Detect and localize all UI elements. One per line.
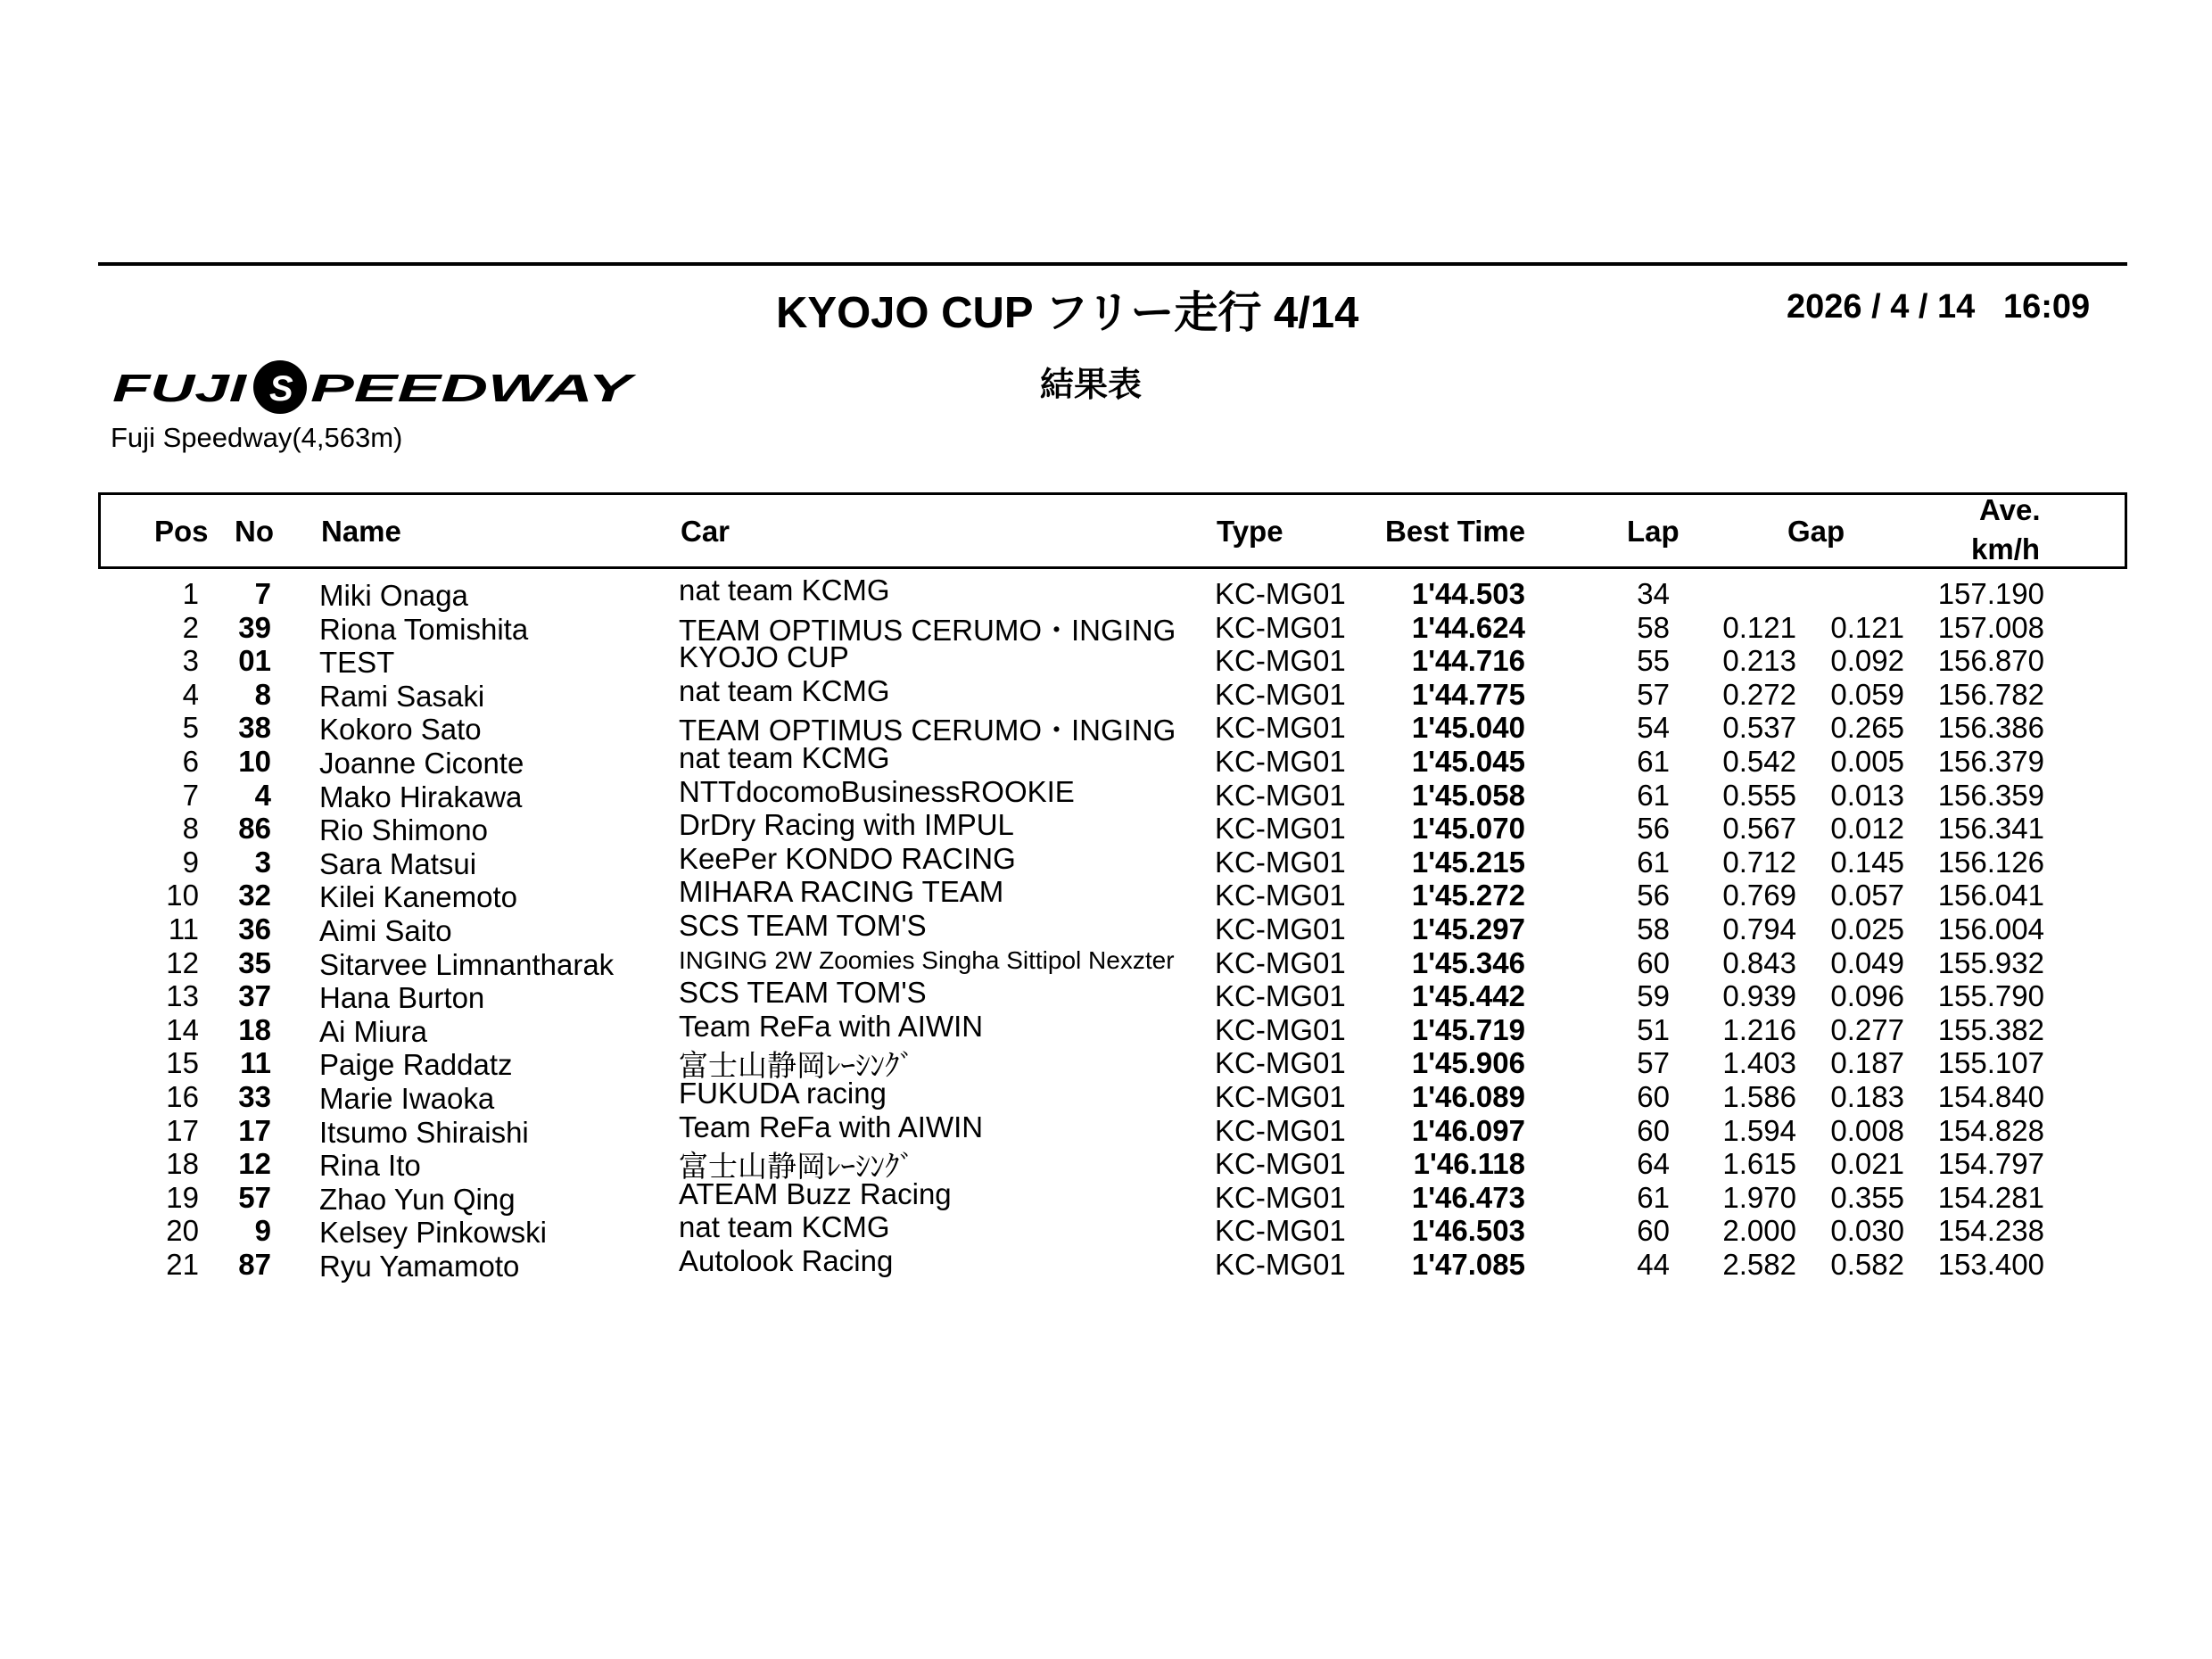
row-lap: 58 (1637, 912, 1670, 945)
row-gap-prev: 0.121 (1830, 610, 1904, 644)
row-best-time: 1'46.118 (1413, 1147, 1525, 1181)
row-no: 4 (254, 778, 271, 812)
table-row (0, 673, 2212, 713)
row-pos: 10 (166, 879, 199, 912)
svg-text:PEEDWAY: PEEDWAY (310, 367, 638, 410)
row-best-time: 1'45.346 (1411, 945, 1525, 979)
row-gap-leader: 0.567 (1722, 812, 1796, 846)
row-gap-prev: 0.059 (1830, 677, 1904, 711)
row-gap-prev: 0.277 (1830, 1012, 1904, 1046)
row-pos: 6 (182, 744, 199, 778)
row-best-time: 1'46.503 (1411, 1214, 1525, 1248)
row-gap-leader: 0.213 (1722, 644, 1796, 678)
row-type: KC-MG01 (1215, 1147, 1346, 1181)
row-gap-prev: 0.265 (1830, 711, 1904, 745)
row-ave-speed: 155.790 (1937, 979, 2044, 1013)
row-type: KC-MG01 (1215, 812, 1346, 846)
svg-text:FUJI: FUJI (112, 367, 248, 410)
row-name: Marie Iwaoka (319, 1081, 495, 1115)
row-pos: 18 (166, 1147, 199, 1181)
row-lap: 56 (1637, 879, 1670, 912)
page-title: KYOJO CUP フリー走行 4/14 (776, 289, 1359, 337)
table-row (0, 709, 2212, 747)
table-row (0, 908, 2212, 947)
row-gap-prev: 0.012 (1830, 812, 1904, 846)
col-best-time: Best Time (1385, 515, 1526, 548)
page-subtitle: 結果表 (1040, 367, 1143, 404)
row-name: TEST (319, 646, 395, 680)
row-name: Zhao Yun Qing (319, 1182, 516, 1216)
row-lap: 61 (1637, 1180, 1670, 1214)
row-lap: 61 (1637, 744, 1670, 778)
row-best-time: 1'45.045 (1411, 744, 1525, 778)
row-car: DrDry Racing with IMPUL (679, 808, 1014, 842)
row-best-time: 1'44.716 (1411, 644, 1525, 678)
row-gap-leader: 0.939 (1722, 979, 1796, 1013)
row-pos: 11 (168, 912, 199, 945)
table-row (0, 640, 2212, 680)
row-ave-speed: 156.386 (1937, 711, 2044, 745)
row-gap-leader: 1.970 (1722, 1180, 1796, 1214)
svg-text:S: S (269, 369, 293, 409)
row-lap: 60 (1637, 945, 1670, 979)
table-row (0, 1210, 2212, 1250)
row-gap-leader: 0.794 (1722, 912, 1796, 945)
row-best-time: 1'44.775 (1411, 677, 1525, 711)
row-car: SCS TEAM TOM'S (679, 908, 927, 942)
row-type: KC-MG01 (1215, 744, 1346, 778)
row-name: Hana Burton (319, 981, 485, 1015)
row-pos: 7 (182, 778, 199, 812)
table-row (0, 841, 2212, 880)
row-gap-prev: 0.021 (1830, 1147, 1904, 1181)
row-gap-leader: 0.121 (1722, 610, 1796, 644)
row-ave-speed: 156.782 (1937, 677, 2044, 711)
row-pos: 3 (182, 644, 199, 678)
row-no: 86 (238, 812, 271, 846)
table-row (0, 808, 2212, 847)
col-no: No (235, 515, 274, 548)
table-row (0, 945, 2212, 981)
row-no: 38 (238, 711, 271, 745)
row-pos: 4 (182, 677, 199, 711)
row-type: KC-MG01 (1215, 979, 1346, 1013)
row-pos: 9 (182, 845, 199, 879)
row-gap-prev: 0.025 (1830, 912, 1904, 945)
row-lap: 64 (1637, 1147, 1670, 1181)
row-name: Itsumo Shiraishi (319, 1115, 529, 1149)
row-ave-speed: 156.379 (1937, 744, 2044, 778)
row-pos: 19 (166, 1180, 199, 1214)
row-pos: 14 (166, 1012, 199, 1046)
row-ave-speed: 156.341 (1937, 812, 2044, 846)
row-no: 33 (238, 1079, 271, 1113)
row-pos: 5 (182, 711, 199, 745)
table-row (0, 875, 2212, 914)
table-row (0, 774, 2212, 813)
row-ave-speed: 154.281 (1937, 1180, 2044, 1214)
col-lap: Lap (1627, 515, 1680, 548)
row-type: KC-MG01 (1215, 1113, 1346, 1147)
results-table (0, 574, 2212, 1283)
row-no: 8 (254, 677, 271, 711)
row-name: Miki Onaga (319, 579, 468, 612)
row-ave-speed: 156.004 (1937, 912, 2044, 945)
row-pos: 12 (166, 945, 199, 979)
table-row (0, 1243, 2212, 1283)
col-ave: Ave. (1979, 493, 2041, 526)
row-car: TEAM OPTIMUS CERUMO・INGING (679, 714, 1176, 747)
row-car: TEAM OPTIMUS CERUMO・INGING (679, 613, 1176, 647)
row-gap-leader: 1.615 (1722, 1147, 1796, 1181)
row-car: nat team KCMG (679, 574, 890, 607)
row-ave-speed: 156.870 (1937, 644, 2044, 678)
row-car: nat team KCMG (679, 673, 890, 707)
row-best-time: 1'45.297 (1411, 912, 1525, 945)
row-pos: 13 (166, 979, 199, 1013)
row-type: KC-MG01 (1215, 945, 1346, 979)
top-rule (98, 262, 2127, 266)
row-lap: 57 (1637, 677, 1670, 711)
row-pos: 15 (166, 1046, 199, 1080)
row-no: 57 (238, 1180, 271, 1214)
row-car: KYOJO CUP (679, 640, 849, 674)
row-gap-leader: 2.582 (1722, 1247, 1796, 1281)
row-name: Kokoro Sato (319, 713, 482, 747)
row-best-time: 1'45.058 (1411, 778, 1525, 812)
row-pos: 8 (182, 812, 199, 846)
row-gap-leader: 0.769 (1722, 879, 1796, 912)
row-pos: 21 (166, 1247, 199, 1281)
row-ave-speed: 154.797 (1937, 1147, 2044, 1181)
row-name: Rina Ito (319, 1149, 421, 1183)
row-gap-leader: 0.542 (1722, 744, 1796, 778)
row-best-time: 1'45.040 (1411, 711, 1525, 745)
table-row (0, 1176, 2212, 1216)
row-name: Ryu Yamamoto (319, 1249, 520, 1283)
row-no: 11 (240, 1046, 271, 1080)
row-no: 7 (254, 577, 271, 610)
col-type: Type (1217, 515, 1283, 548)
row-gap-prev: 0.145 (1830, 845, 1904, 879)
row-name: Rami Sasaki (319, 679, 485, 713)
row-ave-speed: 154.828 (1937, 1113, 2044, 1147)
row-gap-leader: 2.000 (1722, 1214, 1796, 1248)
col-kmh: km/h (1971, 532, 2041, 565)
row-no: 32 (238, 879, 271, 912)
row-best-time: 1'45.272 (1411, 879, 1525, 912)
row-type: KC-MG01 (1215, 1012, 1346, 1046)
col-car: Car (681, 515, 730, 548)
row-car: 富士山静岡ﾚｰｼﾝｸﾞ (679, 1049, 914, 1083)
row-lap: 54 (1637, 711, 1670, 745)
table-row (0, 1076, 2212, 1115)
table-header (98, 492, 2127, 569)
row-type: KC-MG01 (1215, 677, 1346, 711)
row-best-time: 1'47.085 (1411, 1247, 1525, 1281)
row-gap-prev: 0.030 (1830, 1214, 1904, 1248)
row-pos: 1 (182, 577, 199, 610)
row-lap: 51 (1637, 1012, 1670, 1046)
row-gap-leader: 0.537 (1722, 711, 1796, 745)
row-best-time: 1'45.070 (1411, 812, 1525, 846)
row-name: Kelsey Pinkowski (319, 1216, 547, 1250)
row-type: KC-MG01 (1215, 1079, 1346, 1113)
row-lap: 59 (1637, 979, 1670, 1013)
row-car: INGING 2W Zoomies Singha Sittipol Nexzter (679, 945, 1175, 974)
row-type: KC-MG01 (1215, 778, 1346, 812)
col-name: Name (321, 515, 401, 548)
row-name: Aimi Saito (319, 913, 452, 947)
row-gap-prev: 0.049 (1830, 945, 1904, 979)
row-lap: 57 (1637, 1046, 1670, 1080)
row-type: KC-MG01 (1215, 912, 1346, 945)
row-car: Autolook Racing (679, 1243, 894, 1277)
row-car: FUKUDA racing (679, 1076, 887, 1110)
row-lap: 60 (1637, 1113, 1670, 1147)
row-name: Ai Miura (319, 1014, 428, 1048)
row-no: 17 (238, 1113, 271, 1147)
table-row (0, 1110, 2212, 1149)
row-pos: 20 (166, 1214, 199, 1248)
row-name: Paige Raddatz (319, 1048, 513, 1082)
row-car: NTTdocomoBusinessROOKIE (679, 774, 1075, 808)
row-gap-prev: 0.096 (1830, 979, 1904, 1013)
row-gap-leader: 0.272 (1722, 677, 1796, 711)
row-ave-speed: 154.840 (1937, 1079, 2044, 1113)
row-gap-prev: 0.005 (1830, 744, 1904, 778)
row-car: SCS TEAM TOM'S (679, 976, 927, 1010)
row-best-time: 1'45.442 (1411, 979, 1525, 1013)
row-ave-speed: 155.107 (1937, 1046, 2044, 1080)
row-no: 37 (238, 979, 271, 1013)
row-name: Sitarvee Limnantharak (319, 947, 615, 981)
row-no: 10 (238, 744, 271, 778)
row-lap: 44 (1637, 1247, 1670, 1281)
row-lap: 55 (1637, 644, 1670, 678)
row-best-time: 1'46.473 (1411, 1180, 1525, 1214)
row-gap-prev: 0.183 (1830, 1079, 1904, 1113)
row-ave-speed: 157.190 (1937, 577, 2044, 610)
row-pos: 17 (166, 1113, 199, 1147)
row-ave-speed: 155.932 (1937, 945, 2044, 979)
row-best-time: 1'45.215 (1411, 845, 1525, 879)
row-ave-speed: 156.359 (1937, 778, 2044, 812)
row-car: nat team KCMG (679, 1210, 890, 1244)
row-name: Rio Shimono (319, 813, 488, 847)
row-no: 01 (238, 644, 271, 678)
row-gap-leader: 0.555 (1722, 778, 1796, 812)
row-gap-prev: 0.008 (1830, 1113, 1904, 1147)
row-type: KC-MG01 (1215, 610, 1346, 644)
row-ave-speed: 156.041 (1937, 879, 2044, 912)
row-no: 3 (254, 845, 271, 879)
row-car: ATEAM Buzz Racing (679, 1176, 952, 1210)
row-best-time: 1'45.719 (1411, 1012, 1525, 1046)
row-type: KC-MG01 (1215, 644, 1346, 678)
row-gap-prev: 0.013 (1830, 778, 1904, 812)
row-name: Mako Hirakawa (319, 780, 523, 813)
col-gap: Gap (1787, 515, 1845, 548)
row-ave-speed: 155.382 (1937, 1012, 2044, 1046)
row-car: nat team KCMG (679, 740, 890, 774)
row-ave-speed: 156.126 (1937, 845, 2044, 879)
row-ave-speed: 157.008 (1937, 610, 2044, 644)
row-lap: 58 (1637, 610, 1670, 644)
row-name: Kilei Kanemoto (319, 880, 517, 914)
row-type: KC-MG01 (1215, 879, 1346, 912)
row-ave-speed: 154.238 (1937, 1214, 2044, 1248)
row-type: KC-MG01 (1215, 1046, 1346, 1080)
table-row (0, 740, 2212, 780)
row-gap-leader: 1.403 (1722, 1046, 1796, 1080)
row-name: Riona Tomishita (319, 612, 529, 646)
row-gap-prev: 0.092 (1830, 644, 1904, 678)
row-car: 富士山静岡ﾚｰｼﾝｸﾞ (679, 1150, 914, 1184)
row-best-time: 1'44.624 (1411, 610, 1525, 644)
row-ave-speed: 153.400 (1937, 1247, 2044, 1281)
datetime: 2026 / 4 / 14 16:09 (1787, 288, 2091, 326)
row-type: KC-MG01 (1215, 1214, 1346, 1248)
row-lap: 34 (1637, 577, 1670, 610)
row-lap: 61 (1637, 845, 1670, 879)
row-type: KC-MG01 (1215, 845, 1346, 879)
table-row (0, 976, 2212, 1015)
row-no: 12 (238, 1147, 271, 1181)
row-no: 36 (238, 912, 271, 945)
table-row (0, 1009, 2212, 1048)
track-info: Fuji Speedway(4,563m) (111, 422, 403, 453)
row-pos: 2 (182, 610, 199, 644)
row-lap: 60 (1637, 1214, 1670, 1248)
table-row (0, 1145, 2212, 1184)
row-type: KC-MG01 (1215, 577, 1346, 610)
row-no: 87 (238, 1247, 271, 1281)
row-car: Team ReFa with AIWIN (679, 1009, 984, 1043)
row-gap-leader: 1.586 (1722, 1079, 1796, 1113)
row-no: 18 (238, 1012, 271, 1046)
row-pos: 16 (166, 1079, 199, 1113)
row-gap-leader: 0.843 (1722, 945, 1796, 979)
row-car: Team ReFa with AIWIN (679, 1110, 984, 1143)
row-car: MIHARA RACING TEAM (679, 875, 1004, 909)
row-no: 35 (238, 945, 271, 979)
row-lap: 61 (1637, 778, 1670, 812)
fuji-speedway-logo (112, 359, 639, 420)
row-type: KC-MG01 (1215, 1247, 1346, 1281)
row-type: KC-MG01 (1215, 1180, 1346, 1214)
row-best-time: 1'46.097 (1411, 1113, 1525, 1147)
row-no: 9 (254, 1214, 271, 1248)
row-gap-prev: 0.057 (1830, 879, 1904, 912)
row-car: KeePer KONDO RACING (679, 841, 1016, 875)
row-best-time: 1'44.503 (1411, 577, 1525, 610)
row-gap-prev: 0.355 (1830, 1180, 1904, 1214)
row-gap-prev: 0.187 (1830, 1046, 1904, 1080)
table-row (0, 574, 2212, 612)
row-no: 39 (238, 610, 271, 644)
row-name: Sara Matsui (319, 846, 477, 880)
table-row (0, 1044, 2212, 1083)
row-gap-prev: 0.582 (1830, 1247, 1904, 1281)
row-gap-leader: 1.594 (1722, 1113, 1796, 1147)
row-gap-leader: 1.216 (1722, 1012, 1796, 1046)
row-best-time: 1'46.089 (1411, 1079, 1525, 1113)
row-gap-leader: 0.712 (1722, 845, 1796, 879)
row-type: KC-MG01 (1215, 711, 1346, 745)
col-pos: Pos (154, 515, 209, 548)
table-row (0, 609, 2212, 647)
row-lap: 56 (1637, 812, 1670, 846)
row-lap: 60 (1637, 1079, 1670, 1113)
row-name: Joanne Ciconte (319, 746, 524, 780)
row-best-time: 1'45.906 (1411, 1046, 1525, 1080)
